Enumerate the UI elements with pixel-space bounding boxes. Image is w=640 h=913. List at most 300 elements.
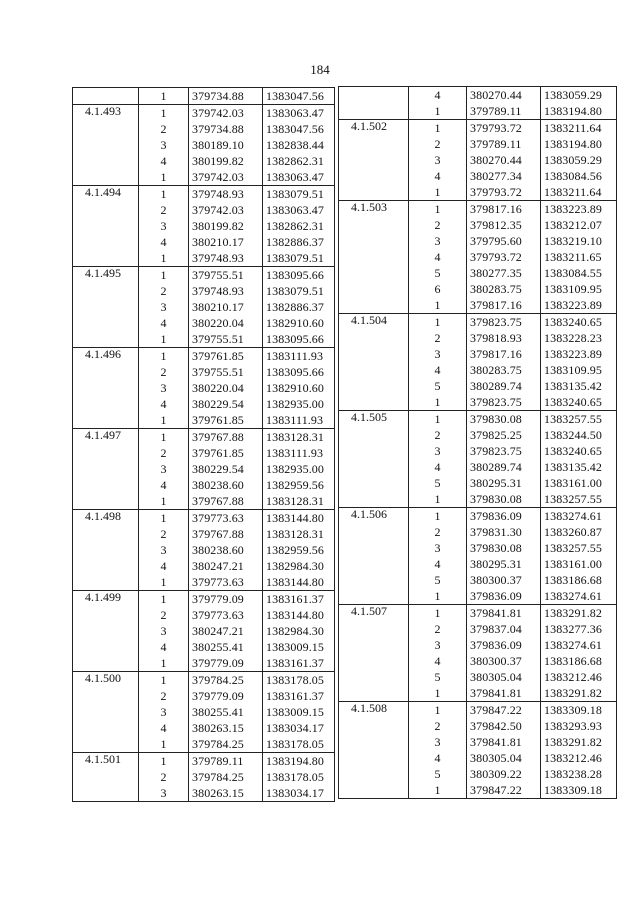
table-row [339,491,617,508]
x-coordinate-cell: 380247.21 [189,623,263,639]
x-coordinate-cell: 379789.11 [467,136,541,152]
y-coordinate-cell: 1383240.65 [541,443,617,459]
x-coordinate-cell: 379784.25 [189,736,263,753]
parcel-id-cell [339,588,409,605]
table-row [73,477,335,493]
point-number-cell: 2 [409,217,467,233]
parcel-id-cell [73,88,139,105]
x-coordinate-cell: 379831.30 [467,524,541,540]
y-coordinate-cell: 1383084.55 [541,265,617,281]
table-row [339,637,617,653]
x-coordinate-cell: 379779.09 [189,688,263,704]
y-coordinate-cell: 1383047.56 [263,88,335,105]
table-row [339,459,617,475]
point-number-cell: 1 [409,103,467,120]
y-coordinate-cell: 1383161.37 [263,591,335,608]
x-coordinate-cell: 380270.44 [467,87,541,104]
parcel-id-cell: 4.1.504 [339,314,409,331]
x-coordinate-cell: 380309.22 [467,766,541,782]
x-coordinate-cell: 379748.93 [189,186,263,203]
parcel-id-cell [73,153,139,169]
x-coordinate-cell: 379755.51 [189,267,263,284]
x-coordinate-cell: 380305.04 [467,669,541,685]
y-coordinate-cell: 1383178.05 [263,769,335,785]
y-coordinate-cell: 1383211.64 [541,120,617,137]
x-coordinate-cell: 380289.74 [467,459,541,475]
point-number-cell: 2 [409,136,467,152]
y-coordinate-cell: 1383161.00 [541,556,617,572]
point-number-cell: 1 [409,508,467,525]
y-coordinate-cell: 1383194.80 [541,136,617,152]
table-row [73,736,335,753]
parcel-id-cell [339,621,409,637]
parcel-id-cell [339,427,409,443]
parcel-id-cell [339,766,409,782]
y-coordinate-cell: 1383277.36 [541,621,617,637]
parcel-id-cell: 4.1.506 [339,508,409,525]
point-number-cell: 3 [409,637,467,653]
point-number-cell: 2 [409,427,467,443]
parcel-id-cell [73,396,139,412]
x-coordinate-cell: 380220.04 [189,315,263,331]
x-coordinate-cell: 380263.15 [189,720,263,736]
point-number-cell: 4 [139,558,189,574]
table-row [73,202,335,218]
x-coordinate-cell: 379748.93 [189,250,263,267]
y-coordinate-cell: 1383063.47 [263,105,335,122]
x-coordinate-cell: 379773.63 [189,607,263,623]
parcel-id-cell [73,574,139,591]
table-row [73,591,335,608]
y-coordinate-cell: 1383034.17 [263,785,335,802]
parcel-id-cell [339,346,409,362]
point-number-cell: 1 [409,411,467,428]
table-row [73,250,335,267]
parcel-id-cell [73,477,139,493]
point-number-cell: 4 [409,459,467,475]
x-coordinate-cell: 379748.93 [189,283,263,299]
parcel-id-cell [73,720,139,736]
parcel-id-cell [339,217,409,233]
point-number-cell: 1 [409,605,467,622]
point-number-cell: 3 [139,137,189,153]
parcel-id-cell [339,265,409,281]
y-coordinate-cell: 1383257.55 [541,540,617,556]
table-row [339,766,617,782]
table-row [73,348,335,365]
point-number-cell: 3 [139,380,189,396]
y-coordinate-cell: 1383079.51 [263,250,335,267]
x-coordinate-cell: 379742.03 [189,169,263,186]
point-number-cell: 2 [409,524,467,540]
y-coordinate-cell: 1383059.29 [541,152,617,168]
table-row [339,734,617,750]
parcel-id-cell [73,380,139,396]
table-row [73,380,335,396]
point-number-cell: 1 [139,736,189,753]
table-row [73,299,335,315]
y-coordinate-cell: 1383212.46 [541,669,617,685]
table-row [73,510,335,527]
x-coordinate-cell: 380283.75 [467,281,541,297]
parcel-id-cell: 4.1.503 [339,201,409,218]
parcel-id-cell [339,249,409,265]
table-row [73,720,335,736]
y-coordinate-cell: 1383135.42 [541,378,617,394]
parcel-id-cell [73,785,139,802]
table-row [339,152,617,168]
point-number-cell: 1 [409,120,467,137]
parcel-id-cell [339,669,409,685]
point-number-cell: 4 [409,556,467,572]
x-coordinate-cell: 379789.11 [189,753,263,770]
y-coordinate-cell: 1383238.28 [541,766,617,782]
point-number-cell: 4 [409,653,467,669]
table-row [339,621,617,637]
table-row [339,443,617,459]
x-coordinate-cell: 380305.04 [467,750,541,766]
parcel-id-cell [73,412,139,429]
y-coordinate-cell: 1383178.05 [263,672,335,689]
parcel-id-cell [339,556,409,572]
parcel-id-cell [73,639,139,655]
x-coordinate-cell: 379742.03 [189,105,263,122]
x-coordinate-cell: 379742.03 [189,202,263,218]
table-row [339,540,617,556]
x-coordinate-cell: 380295.31 [467,556,541,572]
y-coordinate-cell: 1383095.66 [263,267,335,284]
x-coordinate-cell: 379784.25 [189,769,263,785]
parcel-id-cell [339,281,409,297]
page-number: 184 [310,62,330,77]
parcel-id-cell [339,524,409,540]
y-coordinate-cell: 1383240.65 [541,394,617,411]
table-row [339,685,617,702]
point-number-cell: 1 [139,655,189,672]
parcel-id-cell [73,461,139,477]
point-number-cell: 3 [409,734,467,750]
point-number-cell: 1 [139,429,189,446]
table-row [73,704,335,720]
x-coordinate-cell: 380210.17 [189,299,263,315]
y-coordinate-cell: 1383274.61 [541,508,617,525]
point-number-cell: 5 [409,265,467,281]
point-number-cell: 1 [139,331,189,348]
coordinates-table-right [338,86,617,799]
parcel-id-cell: 4.1.502 [339,120,409,137]
point-number-cell: 3 [139,461,189,477]
point-number-cell: 5 [409,766,467,782]
point-number-cell: 1 [139,169,189,186]
y-coordinate-cell: 1383240.65 [541,314,617,331]
point-number-cell: 2 [139,202,189,218]
table-row [339,136,617,152]
x-coordinate-cell: 379841.81 [467,685,541,702]
table-row [339,572,617,588]
parcel-id-cell [339,637,409,653]
point-number-cell: 1 [139,510,189,527]
x-coordinate-cell: 379823.75 [467,443,541,459]
x-coordinate-cell: 379818.93 [467,330,541,346]
parcel-id-cell [339,459,409,475]
table-row [73,412,335,429]
y-coordinate-cell: 1383219.10 [541,233,617,249]
y-coordinate-cell: 1383034.17 [263,720,335,736]
table-row [339,556,617,572]
x-coordinate-cell: 379841.81 [467,734,541,750]
x-coordinate-cell: 380255.41 [189,704,263,720]
x-coordinate-cell: 380289.74 [467,378,541,394]
x-coordinate-cell: 380189.10 [189,137,263,153]
y-coordinate-cell: 1383257.55 [541,491,617,508]
y-coordinate-cell: 1383291.82 [541,734,617,750]
y-coordinate-cell: 1383228.23 [541,330,617,346]
parcel-id-cell [339,184,409,201]
y-coordinate-cell: 1382838.44 [263,137,335,153]
parcel-id-cell [339,782,409,799]
x-coordinate-cell: 379837.04 [467,621,541,637]
point-number-cell: 1 [409,394,467,411]
y-coordinate-cell: 1383095.66 [263,364,335,380]
x-coordinate-cell: 379755.51 [189,364,263,380]
x-coordinate-cell: 380199.82 [189,153,263,169]
parcel-id-cell [339,491,409,508]
point-number-cell: 1 [139,591,189,608]
x-coordinate-cell: 380270.44 [467,152,541,168]
y-coordinate-cell: 1383095.66 [263,331,335,348]
table-row [339,427,617,443]
x-coordinate-cell: 380295.31 [467,475,541,491]
parcel-id-cell [73,493,139,510]
point-number-cell: 3 [139,623,189,639]
y-coordinate-cell: 1382910.60 [263,315,335,331]
table-row [339,249,617,265]
y-coordinate-cell: 1383109.95 [541,281,617,297]
parcel-id-cell [73,283,139,299]
point-number-cell: 1 [409,588,467,605]
point-number-cell: 4 [409,249,467,265]
parcel-id-cell: 4.1.493 [73,105,139,122]
table-row [73,785,335,802]
y-coordinate-cell: 1382959.56 [263,477,335,493]
point-number-cell: 1 [409,314,467,331]
table-row [339,588,617,605]
parcel-id-cell [339,718,409,734]
parcel-id-cell: 4.1.497 [73,429,139,446]
table-row [339,168,617,184]
y-coordinate-cell: 1382984.30 [263,558,335,574]
y-coordinate-cell: 1383309.18 [541,702,617,719]
y-coordinate-cell: 1383128.31 [263,429,335,446]
point-number-cell: 4 [409,362,467,378]
parcel-id-cell [73,445,139,461]
point-number-cell: 4 [409,87,467,104]
y-coordinate-cell: 1383274.61 [541,637,617,653]
table-row [339,378,617,394]
y-coordinate-cell: 1382886.37 [263,234,335,250]
point-number-cell: 1 [139,267,189,284]
x-coordinate-cell: 379755.51 [189,331,263,348]
point-number-cell: 3 [139,299,189,315]
point-number-cell: 4 [139,234,189,250]
y-coordinate-cell: 1383223.89 [541,346,617,362]
table-row [73,607,335,623]
x-coordinate-cell: 379836.09 [467,588,541,605]
point-number-cell: 1 [139,672,189,689]
table-row [73,218,335,234]
table-row [339,233,617,249]
point-number-cell: 4 [139,720,189,736]
y-coordinate-cell: 1383274.61 [541,588,617,605]
x-coordinate-cell: 379817.16 [467,346,541,362]
y-coordinate-cell: 1383293.93 [541,718,617,734]
table-row [339,653,617,669]
table-row [73,639,335,655]
x-coordinate-cell: 379812.35 [467,217,541,233]
y-coordinate-cell: 1382959.56 [263,542,335,558]
x-coordinate-cell: 379761.85 [189,445,263,461]
point-number-cell: 5 [409,669,467,685]
y-coordinate-cell: 1382862.31 [263,153,335,169]
y-coordinate-cell: 1383144.80 [263,574,335,591]
parcel-id-cell [73,607,139,623]
point-number-cell: 1 [139,493,189,510]
y-coordinate-cell: 1382984.30 [263,623,335,639]
y-coordinate-cell: 1383079.51 [263,283,335,299]
x-coordinate-cell: 379793.72 [467,184,541,201]
table-row [73,688,335,704]
parcel-id-cell: 4.1.507 [339,605,409,622]
parcel-id-cell [339,233,409,249]
table-row [73,445,335,461]
parcel-id-cell [339,653,409,669]
y-coordinate-cell: 1383194.80 [263,753,335,770]
point-number-cell: 1 [139,574,189,591]
table-row [73,542,335,558]
point-number-cell: 2 [409,621,467,637]
parcel-id-cell: 4.1.499 [73,591,139,608]
point-number-cell: 1 [409,297,467,314]
y-coordinate-cell: 1383128.31 [263,526,335,542]
table-row [339,217,617,233]
parcel-id-cell [73,558,139,574]
x-coordinate-cell: 380277.34 [467,168,541,184]
y-coordinate-cell: 1383059.29 [541,87,617,104]
y-coordinate-cell: 1382886.37 [263,299,335,315]
table-row [73,267,335,284]
point-number-cell: 4 [139,477,189,493]
point-number-cell: 1 [409,184,467,201]
table-row [73,88,335,105]
y-coordinate-cell: 1383260.87 [541,524,617,540]
point-number-cell: 1 [139,348,189,365]
y-coordinate-cell: 1383111.93 [263,412,335,429]
table-row [73,574,335,591]
y-coordinate-cell: 1383161.00 [541,475,617,491]
point-number-cell: 3 [409,443,467,459]
x-coordinate-cell: 379767.88 [189,493,263,510]
point-number-cell: 3 [139,542,189,558]
table-row [339,297,617,314]
table-row [339,669,617,685]
table-row [73,493,335,510]
x-coordinate-cell: 379779.09 [189,655,263,672]
parcel-id-cell [73,169,139,186]
parcel-id-cell [339,136,409,152]
parcel-id-cell [73,331,139,348]
table-row [339,281,617,297]
y-coordinate-cell: 1383135.42 [541,459,617,475]
x-coordinate-cell: 379761.85 [189,412,263,429]
y-coordinate-cell: 1383186.68 [541,572,617,588]
point-number-cell: 2 [139,121,189,137]
table-row [339,508,617,525]
point-number-cell: 2 [139,445,189,461]
point-number-cell: 1 [409,782,467,799]
point-number-cell: 3 [139,704,189,720]
x-coordinate-cell: 380229.54 [189,461,263,477]
table-row [73,429,335,446]
x-coordinate-cell: 379836.09 [467,637,541,653]
table-row [339,330,617,346]
x-coordinate-cell: 379830.08 [467,540,541,556]
point-number-cell: 2 [139,283,189,299]
x-coordinate-cell: 379779.09 [189,591,263,608]
x-coordinate-cell: 379825.25 [467,427,541,443]
x-coordinate-cell: 379836.09 [467,508,541,525]
parcel-id-cell [73,704,139,720]
table-row [73,558,335,574]
y-coordinate-cell: 1383291.82 [541,685,617,702]
y-coordinate-cell: 1383063.47 [263,202,335,218]
table-row [73,331,335,348]
table-row [73,655,335,672]
y-coordinate-cell: 1383144.80 [263,510,335,527]
parcel-id-cell [73,234,139,250]
y-coordinate-cell: 1383244.50 [541,427,617,443]
table-row [73,672,335,689]
y-coordinate-cell: 1383161.37 [263,655,335,672]
parcel-id-cell: 4.1.500 [73,672,139,689]
point-number-cell: 3 [409,233,467,249]
point-number-cell: 4 [139,396,189,412]
parcel-id-cell [339,362,409,378]
table-row [339,87,617,104]
parcel-id-cell: 4.1.496 [73,348,139,365]
x-coordinate-cell: 379767.88 [189,429,263,446]
parcel-id-cell [73,542,139,558]
point-number-cell: 2 [139,364,189,380]
point-number-cell: 2 [409,330,467,346]
table-row [339,184,617,201]
parcel-id-cell: 4.1.508 [339,702,409,719]
x-coordinate-cell: 380220.04 [189,380,263,396]
parcel-id-cell [339,103,409,120]
y-coordinate-cell: 1383009.15 [263,704,335,720]
parcel-id-cell [73,688,139,704]
x-coordinate-cell: 380247.21 [189,558,263,574]
table-row [73,105,335,122]
point-number-cell: 1 [139,753,189,770]
table-row [73,234,335,250]
point-number-cell: 1 [139,105,189,122]
point-number-cell: 1 [139,186,189,203]
x-coordinate-cell: 379773.63 [189,574,263,591]
parcel-id-cell [73,202,139,218]
parcel-id-cell [73,250,139,267]
x-coordinate-cell: 379817.16 [467,297,541,314]
y-coordinate-cell: 1383178.05 [263,736,335,753]
